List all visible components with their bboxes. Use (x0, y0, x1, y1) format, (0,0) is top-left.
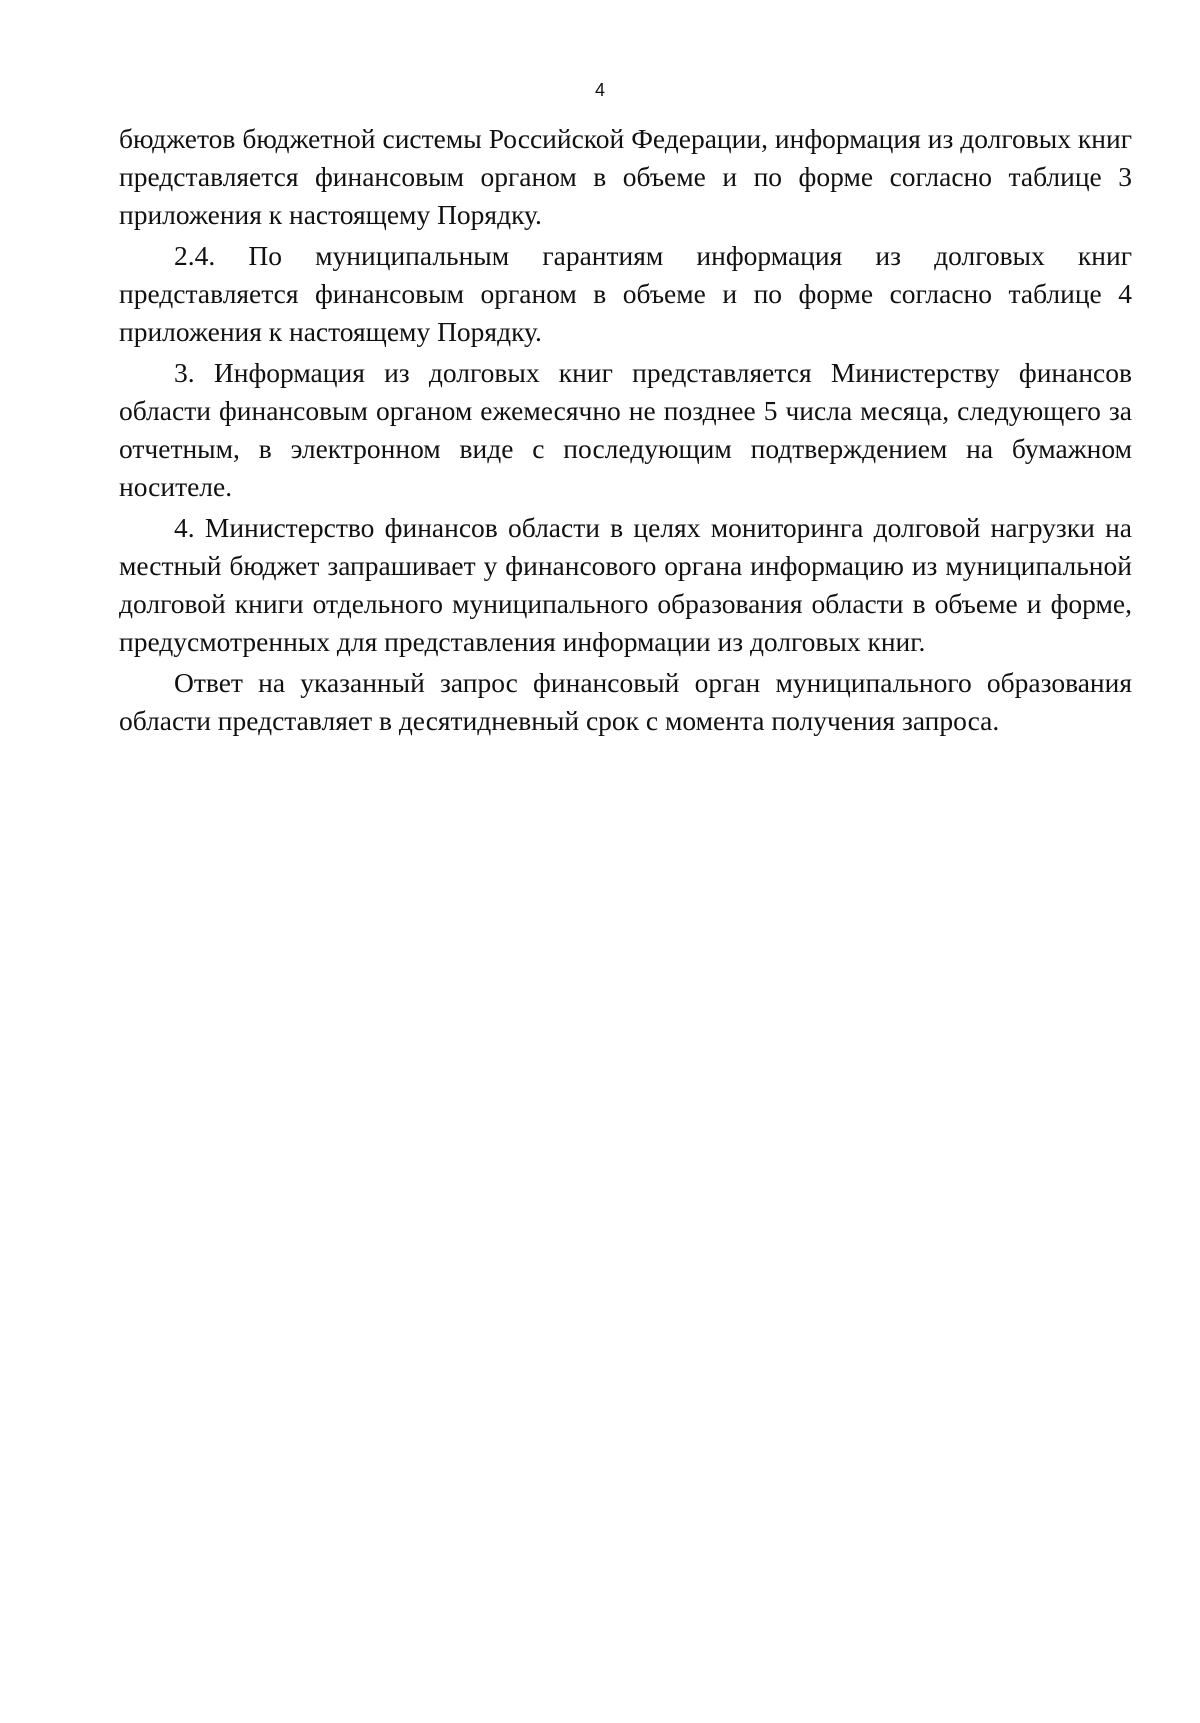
paragraph-continuation: бюджетов бюджетной системы Российской Федерации, информация из долговых книг представляется финансовым органом в объеме и по форме согласно таблице 3 приложения к настоящему Порядку. (119, 123, 1132, 230)
document-body (119, 120, 1132, 743)
paragraph-3: 3. Информация из долговых книг представляется Министерству финансов области финансовым органом ежемесячно не позднее 5 числа месяца, следующего за отчетным, в электронном виде с последующим подтверждением на бумажном носителе. (119, 357, 1132, 502)
page-number: 4 (594, 80, 605, 100)
paragraph-4: 4. Министерство финансов области в целях мониторинга долговой нагрузки на местный бюджет запрашивает у финансового органа информацию из муниципальной долговой книги отдельного муниципального образования области в объеме и форме, предусмотренных для представления информации из долговых книг. (119, 512, 1132, 657)
paragraph-response: Ответ на указанный запрос финансовый орган муниципального образования области представляет в десятидневный срок с момента получения запроса. (119, 667, 1132, 736)
paragraph-2-4: 2.4. По муниципальным гарантиям информация из долговых книг представляется финансовым органом в объеме и по форме согласно таблице 4 приложения к настоящему Порядку. (119, 240, 1132, 347)
